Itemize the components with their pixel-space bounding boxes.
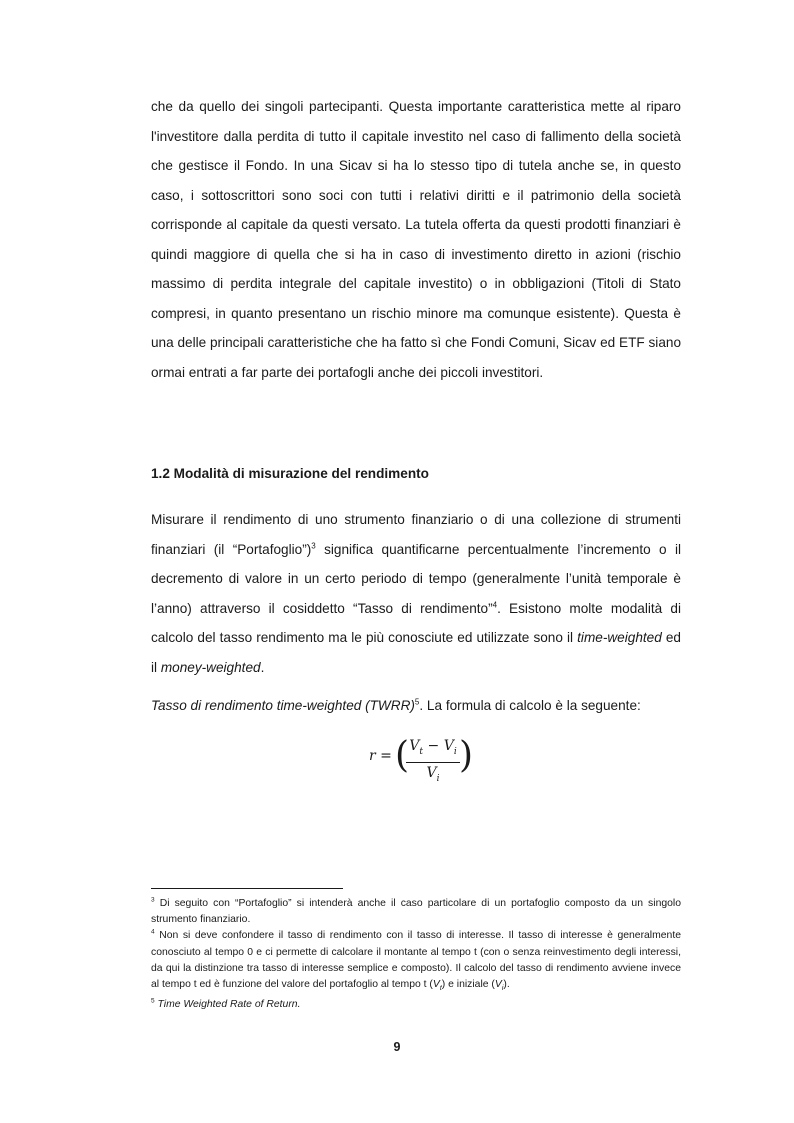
body-paragraph-1 xyxy=(151,92,681,387)
formula-fraction xyxy=(406,738,460,788)
footnote-separator xyxy=(151,888,343,889)
footnote-4 xyxy=(151,928,681,997)
variable-v: V xyxy=(494,979,502,991)
subscript-t: t xyxy=(419,746,424,757)
subscript-i: i xyxy=(436,773,440,784)
variable-v: V xyxy=(426,764,437,781)
footnote-mark: 5 xyxy=(151,997,155,1005)
paragraph-text xyxy=(151,505,681,682)
footnote-text: Non si deve confondere il tasso di rendimento con il tasso di interesse. Il tasso di interesse è generalmente conosciuto al tempo 0 e ci permette di calcolare il montante al tempo t (con o senza reinvestimento degli interessi, da qui la distinzione tra tasso di interesse semplice e composto). Il calcolo del tasso di rendimento avviene invece al tempo t ed è funzione del valore del portafoglio al tempo t ( xyxy=(151,930,681,991)
emphasis-twrr: Tasso di rendimento time-weighted (TWRR) xyxy=(151,698,415,713)
footnote-ref-4: 4 xyxy=(492,599,498,609)
text-run: Misurare il rendimento di uno strumento finanziario o di una collezione di strumenti finanziari (il “Portafoglio”) xyxy=(151,512,681,557)
page-number: 9 xyxy=(393,1040,401,1054)
twrr-formula xyxy=(369,735,474,784)
formula-open-paren: ( xyxy=(395,735,410,776)
variable-v: V xyxy=(443,738,454,754)
footnote-text: ) e iniziale ( xyxy=(441,979,495,991)
text-run: . La formula di calcolo è la seguente: xyxy=(419,698,641,713)
footnote-3 xyxy=(151,896,681,928)
emphasis-time-weighted: time-weighted xyxy=(577,630,662,645)
text-run: . Esistono molte modalità di calcolo del tasso rendimento ma le più conosciute ed utilizzate sono il xyxy=(151,600,681,645)
footnote-text: Di seguito con “Portafoglio” si intenderà anche il caso particolare di un portafoglio composto da un singolo strumento finanziario. xyxy=(151,898,681,926)
fraction-bar xyxy=(406,762,460,763)
footnote-mark: 4 xyxy=(151,928,155,936)
emphasis-money-weighted: money-weighted xyxy=(160,659,261,675)
text-run: ed il xyxy=(151,630,681,675)
footnotes xyxy=(151,896,681,1014)
variable-v: V xyxy=(409,738,420,754)
body-paragraph-2 xyxy=(151,505,681,682)
subscript-i: i xyxy=(453,746,457,757)
subscript-i: i xyxy=(501,985,504,993)
formula-numerator xyxy=(406,738,460,761)
formula-lhs: r = xyxy=(369,748,392,764)
variable-v: V xyxy=(432,979,440,991)
footnote-text: Time Weighted Rate of Return. xyxy=(154,999,301,1011)
formula-denominator xyxy=(406,765,460,788)
footnote-ref-5: 5 xyxy=(414,697,420,707)
section-heading: 1.2 Modalità di misurazione del rendimento xyxy=(151,466,429,481)
paragraph-text: che da quello dei singoli partecipanti. Questa importante caratteristica mette al riparo l'investitore dalla perdita di tutto il capitale investito nel caso di fallimento della società che gestisce il Fondo. In una Sicav si ha lo stesso tipo di tutela anche se, in questo caso, i sottoscrittori sono soci con tutti i relativi diritti e il patrimonio della società corrisponde al capitale da questi versato. La tutela offerta da questi prodotti finanziari è quindi maggiore di quella che si ha in caso di investimento diretto in azioni (rischio massimo di perdita integrale del capitale investito) o in obbligazioni (Titoli di Stato compresi, in quanto presentano un rischio minore ma comunque esistente). Questa è una delle principali caratteristiche che ha fatto sì che Fondi Comuni, Sicav ed ETF siano ormai entrati a far parte dei portafogli anche dei piccoli investitori. xyxy=(151,99,681,380)
footnote-5 xyxy=(151,997,681,1013)
text-run: . xyxy=(260,659,265,675)
paragraph-text xyxy=(151,691,681,721)
body-paragraph-3 xyxy=(151,691,681,721)
footnote-text: ). xyxy=(503,979,510,991)
formula-close-paren: ) xyxy=(459,735,474,776)
footnote-mark: 3 xyxy=(151,896,155,904)
text-run: significa quantificarne percentualmente l’incremento o il decremento di valore in un certo periodo di tempo (generalmente l’unità temporale è l’anno) attraverso il cosiddetto “Tasso di rendimento” xyxy=(151,541,681,616)
subscript-t: t xyxy=(439,985,442,993)
footnote-ref-3: 3 xyxy=(311,540,316,550)
minus-sign: − xyxy=(423,738,444,754)
